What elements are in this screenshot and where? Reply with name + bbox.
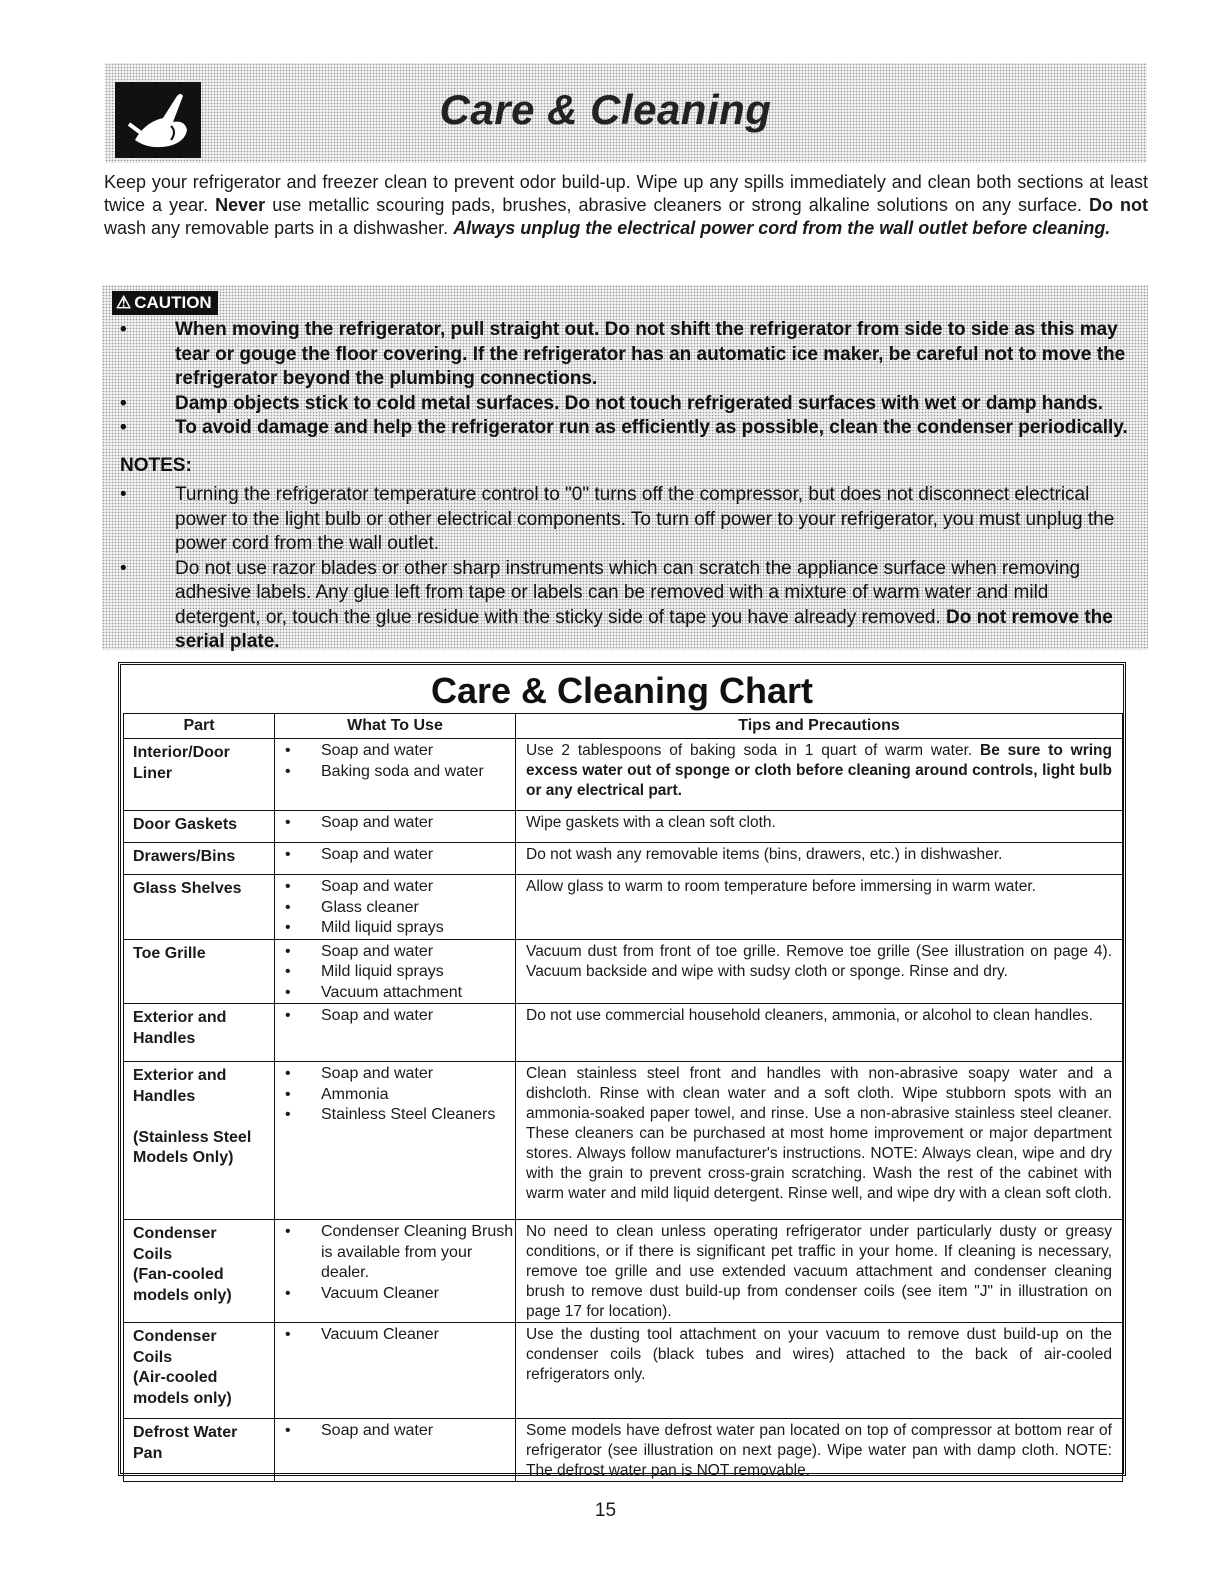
what-to-use-item: • Vacuum Cleaner <box>285 1325 515 1346</box>
tips-cell <box>516 1062 1123 1220</box>
page-title: Care & Cleaning <box>439 86 772 133</box>
what-to-use-item: • Soap and water <box>285 1064 515 1085</box>
tips-cell <box>516 811 1123 843</box>
tips-warning-text: Be sure to wring excess water out of sponge or cloth before cleaning around controls, light bulb or any electrical part. <box>526 742 1112 799</box>
part-cell <box>124 1419 275 1482</box>
table-row <box>124 1004 1123 1062</box>
tips-text: Do not wash any removable items (bins, drawers, etc.) in dishwasher. <box>526 846 1003 863</box>
column-header-tips: Tips and Precautions <box>516 714 1123 739</box>
table-row <box>124 1323 1123 1419</box>
column-header-what-to-use: What To Use <box>275 714 516 739</box>
what-to-use-item: • Condenser Cleaning Brush is available from your dealer. <box>285 1222 515 1284</box>
column-header-part: Part <box>124 714 275 739</box>
part-label: (Air-cooled <box>133 1369 218 1386</box>
part-label: Exterior and <box>133 1009 227 1026</box>
part-cell <box>124 939 275 1004</box>
what-to-use-item: • Mild liquid sprays <box>285 962 515 983</box>
tips-text: Use 2 tablespoons of baking soda in 1 quart of warm water. <box>526 742 981 759</box>
part-label: Coils <box>133 1245 173 1263</box>
part-cell <box>124 1004 275 1062</box>
part-label: (Fan-cooled <box>133 1266 224 1283</box>
warning-triangle-icon: ⚠ <box>116 293 132 312</box>
part-label: Exterior and <box>133 1067 227 1084</box>
what-to-use-cell <box>275 875 516 940</box>
part-cell <box>124 1220 275 1323</box>
what-to-use-item: • Glass cleaner <box>285 898 515 919</box>
tips-cell <box>516 739 1123 811</box>
part-label: Drawers/Bins <box>133 848 236 865</box>
what-to-use-cell <box>275 1323 516 1419</box>
what-to-use-cell <box>275 1220 516 1323</box>
tips-text: Allow glass to warm to room temperature before immersing in warm water. <box>526 878 1036 895</box>
part-label: Liner <box>133 764 173 782</box>
tips-text: Some models have defrost water pan located on top of compressor at bottom rear of refrigerator (see illustration on next page). Wipe water pan with damp cloth. NOTE: The defrost water pan is NOT removable. <box>526 1422 1112 1479</box>
table-header-row <box>124 714 1123 739</box>
part-label <box>133 1107 274 1128</box>
tips-cell <box>516 1419 1123 1482</box>
notes-list <box>120 483 1120 655</box>
table-row <box>124 739 1123 811</box>
table-row <box>124 939 1123 1004</box>
what-to-use-cell <box>275 1062 516 1220</box>
part-label: Condenser <box>133 1328 217 1345</box>
tips-cell <box>516 1220 1123 1323</box>
chart-title: Care & Cleaning Chart <box>430 670 814 711</box>
tips-cell <box>516 875 1123 940</box>
part-cell <box>124 739 275 811</box>
tips-text: Clean stainless steel front and handles with non-abrasive soapy water and a dishcloth. Rinse with clean water and a soft cloth. Wipe stubborn spots with an ammonia-soaked paper towel, and rinse. Use a non-abrasive stainless steel cleaner. These cleaners can be purchased at most home improvement or major department stores. Always follow manufacturer's instructions. NOTE: Always clean, wipe and dry with the grain to prevent cross-grain scratching. Wash the rest of the cabinet with warm water and mild liquid detergent. Rinse well, and wipe dry with a clean soft cloth. <box>526 1065 1112 1202</box>
notes-heading: NOTES: <box>120 455 192 476</box>
tips-cell <box>516 1323 1123 1419</box>
part-label: Glass Shelves <box>133 880 242 897</box>
what-to-use-item: • Soap and water <box>285 1421 515 1442</box>
tips-cell <box>516 843 1123 875</box>
what-to-use-item: • Soap and water <box>285 845 515 866</box>
caution-item: • When moving the refrigerator, pull straight out. Do not shift the refrigerator from side to side as this may tear or gouge the floor covering. If the refrigerator has an automatic ice maker, be careful not to move the refrigerator beyond the plumbing connections. <box>120 319 1126 389</box>
what-to-use-item: • Vacuum Cleaner <box>285 1284 515 1305</box>
table-row <box>124 875 1123 940</box>
what-to-use-item: • Stainless Steel Cleaners <box>285 1105 515 1126</box>
what-to-use-item: • Mild liquid sprays <box>285 918 515 939</box>
what-to-use-item: • Soap and water <box>285 1006 515 1027</box>
what-to-use-cell <box>275 843 516 875</box>
page-number: 15 <box>594 1500 617 1521</box>
part-label: Toe Grille <box>133 944 206 962</box>
table-row <box>124 1220 1123 1323</box>
tips-text: Use the dusting tool attachment on your vacuum to remove dust build-up on the condenser coils (black tubes and wires) attached to the back of air-cooled refrigerators only. <box>526 1326 1112 1383</box>
what-to-use-item: • Vacuum attachment <box>285 983 515 1004</box>
note-item: • Do not use razor blades or other sharp instruments which can scratch the appliance surface when removing adhesive labels. Any glue left from tape or labels can be removed with a mixture of warm water and mild detergent, or, touch the glue residue with the sticky side of tape you have already removed. Do not remove the serial plate. <box>120 557 1113 652</box>
what-to-use-item: • Ammonia <box>285 1085 515 1106</box>
part-cell <box>124 1062 275 1220</box>
note-item: • Turning the refrigerator temperature control to "0" turns off the compressor, but does not disconnect electrical power to the light bulb or other electrical components. To turn off power to your refrigerator, you must unplug the power cord from the wall outlet. <box>120 484 1115 554</box>
part-label: Handles <box>133 1087 196 1105</box>
part-cell <box>124 811 275 843</box>
what-to-use-cell <box>275 739 516 811</box>
chart-table <box>123 713 1123 1482</box>
chart-body <box>124 739 1123 1482</box>
part-label: Condenser <box>133 1225 217 1242</box>
part-cell <box>124 875 275 940</box>
what-to-use-item: • Soap and water <box>285 877 515 898</box>
what-to-use-cell <box>275 939 516 1004</box>
part-label: models only) <box>133 1286 232 1304</box>
part-label: models only) <box>133 1389 232 1407</box>
intro-paragraph: Keep your refrigerator and freezer clean to prevent odor build-up. Wipe up any spills immediately and clean both sections at least twice a year. Never use metallic scouring pads, brushes, abrasive cleaners or strong alkaline solutions on any surface. Do not wash any removable parts in a dishwasher. Always unplug the electrical power cord from the wall outlet before cleaning. <box>104 172 1149 238</box>
table-row <box>124 843 1123 875</box>
part-cell <box>124 1323 275 1419</box>
tips-text: Wipe gaskets with a clean soft cloth. <box>526 814 776 831</box>
caution-list <box>120 318 1140 441</box>
tips-cell <box>516 939 1123 1004</box>
what-to-use-item: • Soap and water <box>285 813 515 834</box>
part-cell <box>124 843 275 875</box>
what-to-use-item: • Soap and water <box>285 741 515 762</box>
what-to-use-item: • Baking soda and water <box>285 762 515 783</box>
table-row <box>124 1062 1123 1220</box>
table-row <box>124 1419 1123 1482</box>
what-to-use-cell <box>275 1004 516 1062</box>
what-to-use-cell <box>275 811 516 843</box>
tips-text: No need to clean unless operating refrigerator under particularly dusty or greasy conditions, or if there is significant pet traffic in your home. If cleaning is necessary, remove toe grille and use extended vacuum attachment and condenser cleaning brush to remove dust build-up from condenser coils (see item "J" in illustration on page 17 for location). <box>526 1223 1112 1320</box>
caution-badge: ⚠ CAUTION <box>112 291 218 315</box>
tips-cell <box>516 1004 1123 1062</box>
what-to-use-item: • Soap and water <box>285 942 515 963</box>
part-label: Coils <box>133 1348 173 1366</box>
tips-text: Do not use commercial household cleaners, ammonia, or alcohol to clean handles. <box>526 1007 1093 1024</box>
care-cleaning-chart <box>118 662 1126 1479</box>
part-label: Defrost Water <box>133 1424 238 1441</box>
part-label: Models Only) <box>133 1149 234 1166</box>
part-label: Door Gaskets <box>133 816 238 833</box>
table-row <box>124 811 1123 843</box>
part-label: Pan <box>133 1444 163 1462</box>
tips-text: Vacuum dust from front of toe grille. Remove toe grille (See illustration on page 4). Vacuum backside and wipe with sudsy cloth or sponge. Rinse and dry. <box>526 942 1112 980</box>
caution-item: • To avoid damage and help the refrigerator run as efficiently as possible, clean the condenser periodically. <box>120 417 1128 438</box>
part-label: (Stainless Steel <box>133 1128 252 1146</box>
part-label: Interior/Door <box>133 744 230 761</box>
part-label: Handles <box>133 1029 196 1047</box>
what-to-use-cell <box>275 1419 516 1482</box>
caution-item: • Damp objects stick to cold metal surfaces. Do not touch refrigerated surfaces with wet or damp hands. <box>120 392 1104 414</box>
